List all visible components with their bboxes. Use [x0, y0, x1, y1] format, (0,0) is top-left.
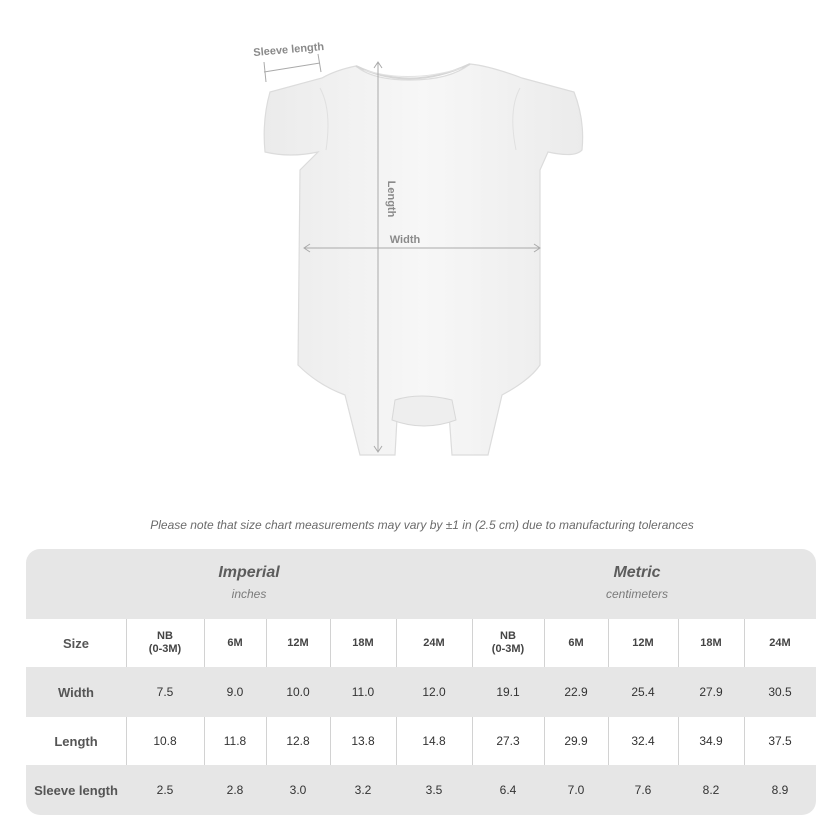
imperial-value: 14.8 — [422, 734, 446, 748]
metric-subtitle: centimeters — [605, 587, 669, 601]
imperial-value: 11.8 — [223, 734, 247, 748]
metric-size-header: 18M — [700, 636, 722, 649]
metric-value: 32.4 — [631, 734, 655, 748]
size-chart-table — [26, 549, 816, 815]
size-header-row — [26, 619, 816, 667]
imperial-size-header: 18M — [352, 636, 374, 649]
length-label: Length — [385, 180, 397, 218]
bodysuit-garment — [264, 64, 582, 455]
metric-value: 27.3 — [496, 734, 520, 748]
size-label: Size — [62, 635, 89, 651]
metric-header — [472, 549, 802, 619]
imperial-value: 12.8 — [286, 734, 310, 748]
imperial-value: 3.0 — [289, 783, 307, 797]
metric-value: 8.9 — [771, 783, 789, 797]
tolerance-note: Please note that size chart measurements may vary by ±1 in (2.5 cm) due to manufacturing tolerances — [150, 518, 694, 532]
metric-value: 6.4 — [499, 783, 517, 797]
imperial-value: 9.0 — [226, 685, 244, 699]
metric-title: Metric — [613, 564, 661, 581]
imperial-size-header: 6M — [227, 636, 243, 649]
imperial-value: 11.0 — [351, 685, 375, 699]
row-label: Width — [58, 684, 94, 700]
metric-value: 37.5 — [768, 734, 792, 748]
metric-size-header: NB (0-3M) — [491, 630, 525, 655]
imperial-value: 10.8 — [153, 734, 177, 748]
table-row — [26, 717, 816, 765]
metric-size-header: 6M — [568, 636, 584, 649]
table-row — [26, 765, 816, 815]
imperial-subtitle: inches — [231, 587, 267, 601]
imperial-value: 2.8 — [226, 783, 244, 797]
imperial-size-header: NB (0-3M) — [148, 630, 182, 655]
metric-value: 27.9 — [699, 685, 723, 699]
imperial-value: 3.5 — [425, 783, 443, 797]
width-label: Width — [389, 234, 421, 246]
table-row — [26, 667, 816, 717]
metric-value: 7.0 — [567, 783, 585, 797]
metric-size-header: 24M — [769, 636, 791, 649]
metric-value: 8.2 — [702, 783, 720, 797]
imperial-value: 13.8 — [351, 734, 375, 748]
row-label: Length — [54, 733, 98, 749]
imperial-header — [26, 549, 472, 619]
imperial-size-header: 12M — [287, 636, 309, 649]
metric-value: 34.9 — [699, 734, 723, 748]
metric-size-header: 12M — [632, 636, 654, 649]
imperial-value: 10.0 — [286, 685, 310, 699]
imperial-size-header: 24M — [423, 636, 445, 649]
imperial-value: 12.0 — [422, 685, 446, 699]
imperial-value: 2.5 — [156, 783, 174, 797]
metric-value: 22.9 — [564, 685, 588, 699]
metric-value: 7.6 — [634, 783, 652, 797]
metric-value: 29.9 — [564, 734, 588, 748]
metric-value: 19.1 — [496, 685, 520, 699]
sleeve-length-label: Sleeve length — [252, 40, 325, 60]
imperial-title: Imperial — [218, 564, 280, 581]
metric-value: 30.5 — [768, 685, 792, 699]
imperial-value: 3.2 — [354, 783, 372, 797]
row-label: Sleeve length — [34, 782, 118, 798]
imperial-value: 7.5 — [156, 685, 174, 699]
metric-value: 25.4 — [631, 685, 655, 699]
